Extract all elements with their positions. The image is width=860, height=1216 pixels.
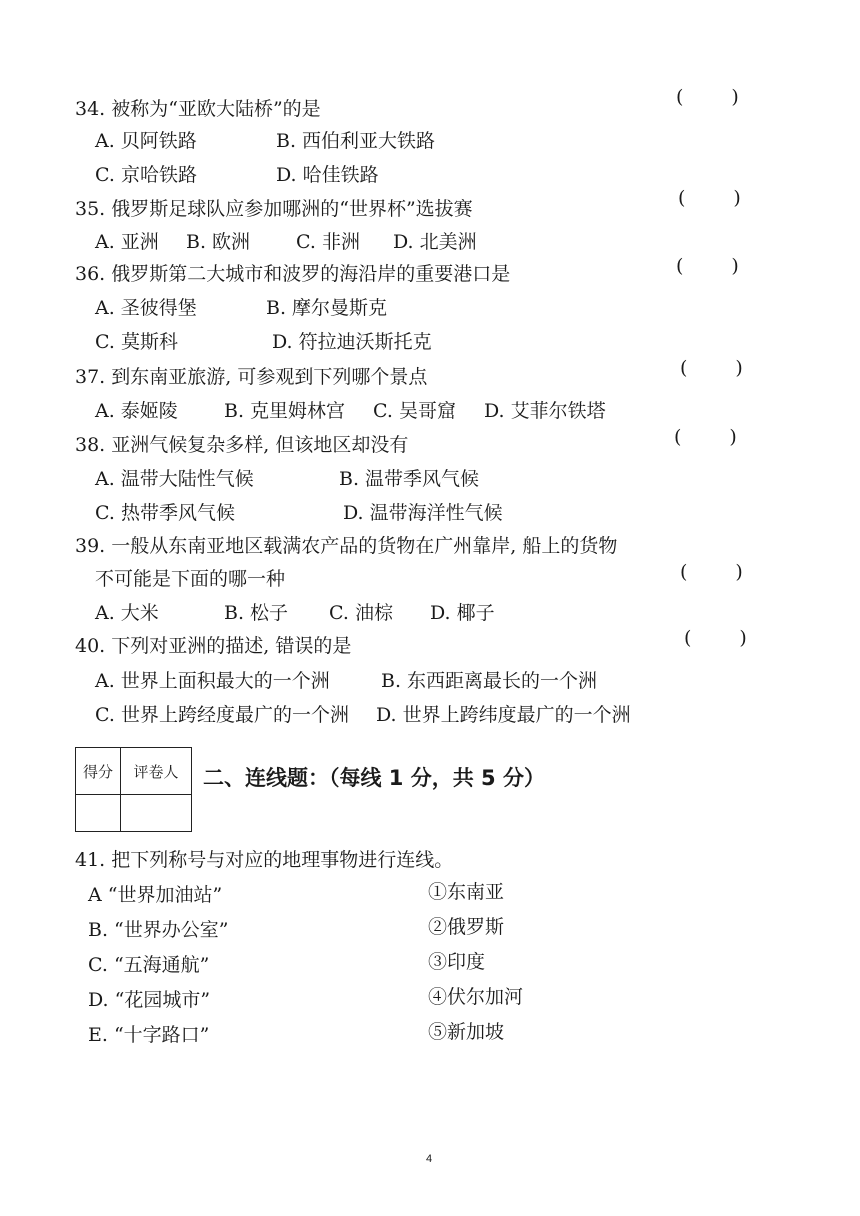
q36-option-c: C. 莫斯科 [95,331,178,353]
q40-option-c: C. 世界上跨经度最广的一个洲 [95,704,349,726]
answer-paren-35: ( ) [678,187,741,209]
question-37-stem: 37. 到东南亚旅游, 可参观到下列哪个景点 [75,366,428,388]
q39-option-a: A. 大米 [95,602,159,624]
q35-option-c: C. 非洲 [296,231,360,253]
grader-value-cell[interactable] [121,795,192,832]
q34-option-c: C. 京哈铁路 [95,164,197,186]
match-right-5: ⑤新加坡 [428,1021,505,1043]
q38-option-a: A. 温带大陆性气候 [95,468,254,490]
answer-paren-37: ( ) [680,357,743,379]
question-39-stem-line2: 不可能是下面的哪一种 [95,568,286,590]
question-34-stem: 34. 被称为“亚欧大陆桥”的是 [75,98,321,120]
q36-option-b: B. 摩尔曼斯克 [266,297,388,319]
question-40-stem: 40. 下列对亚洲的描述, 错误的是 [75,635,352,657]
q34-option-b: B. 西伯利亚大铁路 [276,130,436,152]
match-left-d: D. “花园城市” [88,989,211,1011]
question-41-stem: 41. 把下列称号与对应的地理事物进行连线。 [75,849,454,871]
q39-option-b: B. 松子 [224,602,289,624]
question-36-stem: 36. 俄罗斯第二大城市和波罗的海沿岸的重要港口是 [75,263,511,285]
q38-option-b: B. 温带季风气候 [339,468,480,490]
score-label-cell: 得分 [76,748,121,795]
question-38-stem: 38. 亚洲气候复杂多样, 但该地区却没有 [75,434,409,456]
question-35-stem: 35. 俄罗斯足球队应参加哪洲的“世界杯”选拔赛 [75,198,473,220]
q34-option-a: A. 贝阿铁路 [95,130,197,152]
q35-option-a: A. 亚洲 [95,231,159,253]
q39-option-c: C. 油棕 [329,602,393,624]
q37-option-b: B. 克里姆林宫 [224,400,346,422]
q35-option-d: D. 北美洲 [393,231,477,253]
answer-paren-38: ( ) [674,426,737,448]
q37-option-c: C. 吴哥窟 [373,400,456,422]
answer-paren-34: ( ) [676,86,739,108]
match-left-a: A “世界加油站” [88,884,223,906]
q35-option-b: B. 欧洲 [186,231,251,253]
q40-option-d: D. 世界上跨纬度最广的一个洲 [376,704,631,726]
answer-paren-39: ( ) [680,561,743,583]
match-left-e: E. “十字路口” [88,1024,210,1046]
q36-option-a: A. 圣彼得堡 [95,297,197,319]
match-left-b: B. “世界办公室” [88,919,229,941]
match-left-c: C. “五海通航” [88,954,210,976]
question-39-stem: 39. 一般从东南亚地区载满农产品的货物在广州靠岸, 船上的货物 [75,535,618,557]
q36-option-d: D. 符拉迪沃斯托克 [272,331,432,353]
q39-option-d: D. 椰子 [430,602,495,624]
section-2-title: 二、连线题：（每线 1 分，共 5 分） [203,766,545,790]
q38-option-d: D. 温带海洋性气候 [343,502,503,524]
match-right-3: ③印度 [428,951,486,973]
score-value-cell[interactable] [76,795,121,832]
q38-option-c: C. 热带季风气候 [95,502,235,524]
match-right-1: ①东南亚 [428,881,505,903]
q40-option-a: A. 世界上面积最大的一个洲 [95,670,330,692]
match-right-2: ②俄罗斯 [428,916,505,938]
grader-label-cell: 评卷人 [121,748,192,795]
q34-option-d: D. 哈佳铁路 [276,164,379,186]
match-right-4: ④伏尔加河 [428,986,524,1008]
answer-paren-36: ( ) [676,255,739,277]
q37-option-a: A. 泰姬陵 [95,400,178,422]
q40-option-b: B. 东西距离最长的一个洲 [381,670,598,692]
page-number: 4 [426,1153,433,1165]
answer-paren-40: ( ) [684,627,747,649]
q37-option-d: D. 艾菲尔铁塔 [484,400,606,422]
score-table [75,747,192,832]
